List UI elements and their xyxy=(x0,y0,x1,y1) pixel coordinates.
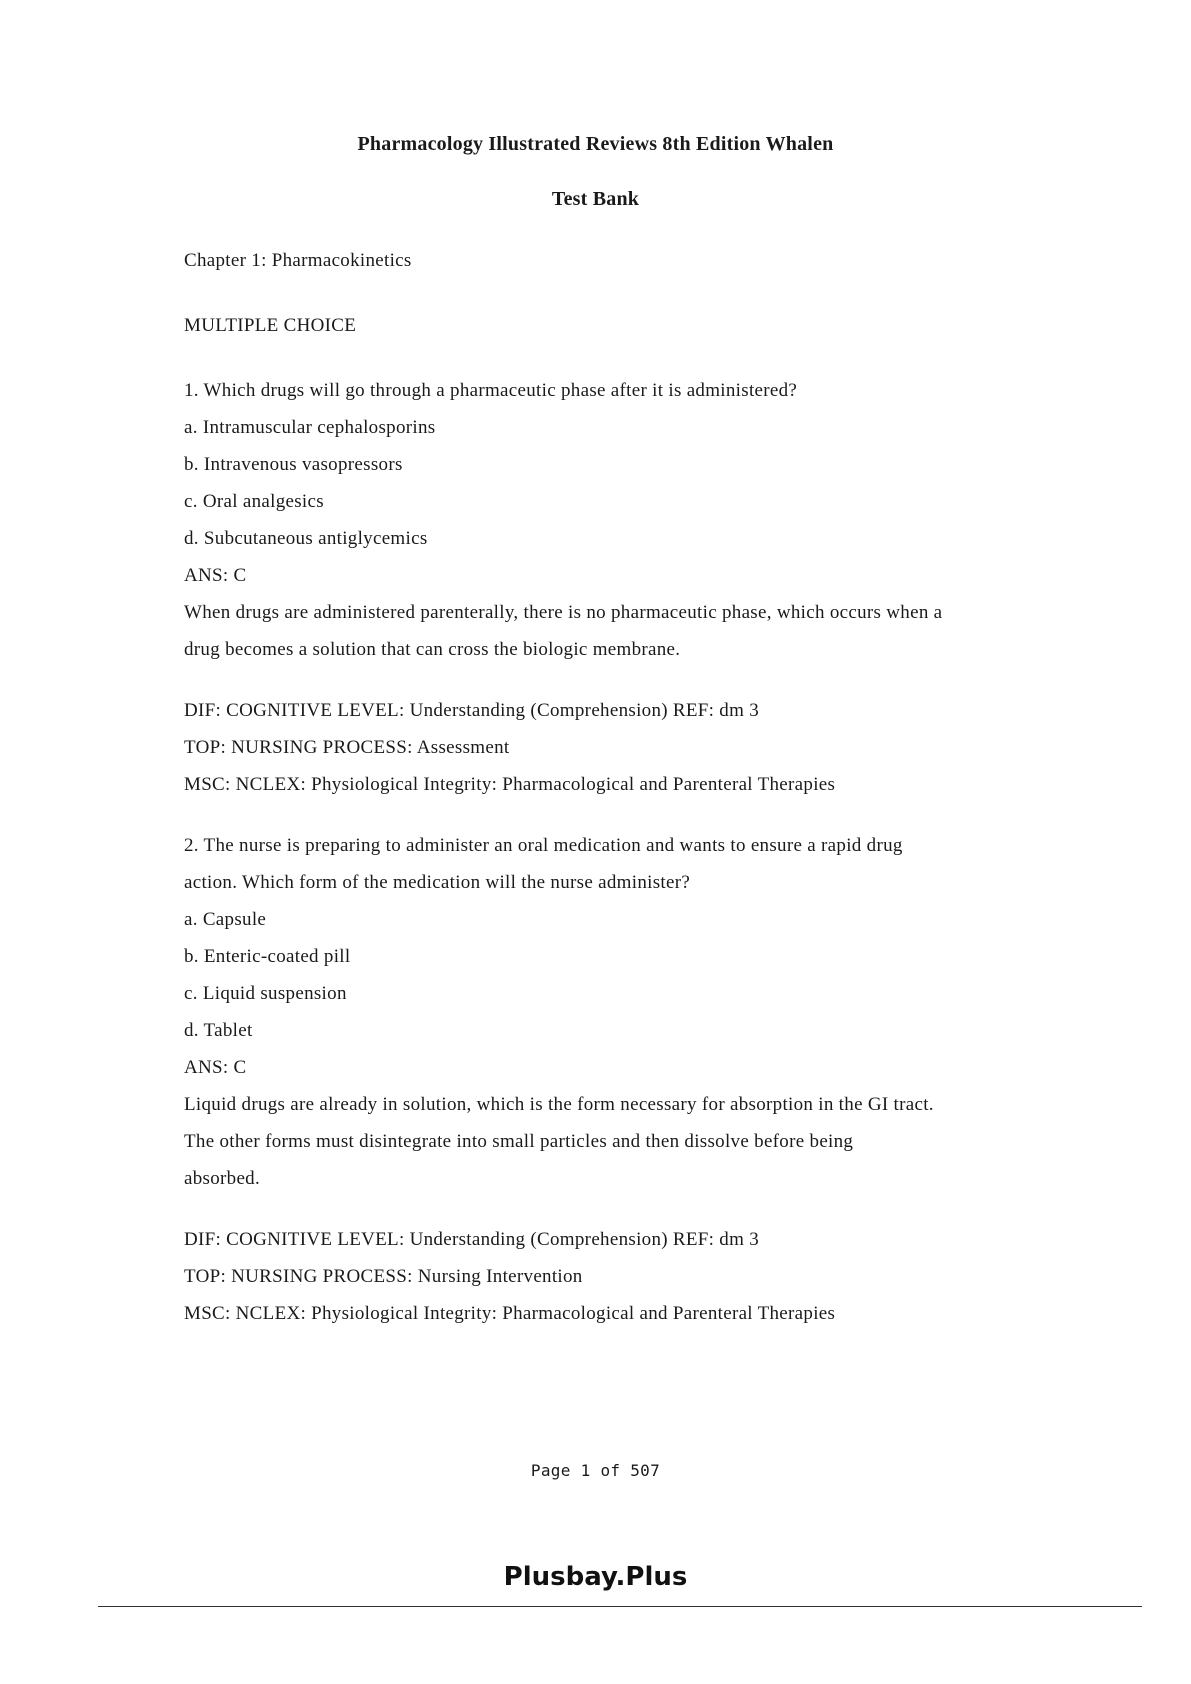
msc-meta: MSC: NCLEX: Physiological Integrity: Pharmacological and Parenteral Therapies xyxy=(184,1303,836,1324)
topic-meta: TOP: NURSING PROCESS: Assessment xyxy=(184,737,510,758)
option-c: c. Oral analgesics xyxy=(184,491,324,512)
rationale-line: When drugs are administered parenterally, there is no pharmaceutic phase, which occurs when a xyxy=(184,602,943,623)
topic-meta: TOP: NURSING PROCESS: Nursing Intervention xyxy=(184,1266,583,1287)
brand-watermark: Plusbay.Plus xyxy=(503,1562,688,1592)
difficulty-meta: DIF: COGNITIVE LEVEL: Understanding (Comprehension) REF: dm 3 xyxy=(184,700,760,721)
document-title: Pharmacology Illustrated Reviews 8th Edition Whalen xyxy=(357,133,834,155)
option-c: c. Liquid suspension xyxy=(184,983,347,1004)
rationale-line: The other forms must disintegrate into small particles and then dissolve before being xyxy=(184,1131,854,1152)
document-body xyxy=(184,242,1084,1332)
option-a: a. Capsule xyxy=(184,909,267,930)
difficulty-meta: DIF: COGNITIVE LEVEL: Understanding (Comprehension) REF: dm 3 xyxy=(184,1229,760,1250)
chapter-heading: Chapter 1: Pharmacokinetics xyxy=(184,250,412,271)
msc-meta: MSC: NCLEX: Physiological Integrity: Pharmacological and Parenteral Therapies xyxy=(184,774,836,795)
page-number: Page 1 of 507 xyxy=(530,1461,661,1480)
answer: ANS: C xyxy=(184,1057,247,1078)
option-b: b. Enteric-coated pill xyxy=(184,946,351,967)
document-subtitle: Test Bank xyxy=(551,188,640,210)
option-d: d. Tablet xyxy=(184,1020,253,1041)
answer: ANS: C xyxy=(184,565,247,586)
question-stem: action. Which form of the medication will the nurse administer? xyxy=(184,872,691,893)
rationale-line: drug becomes a solution that can cross the biologic membrane. xyxy=(184,639,681,660)
question-stem: 2. The nurse is preparing to administer an oral medication and wants to ensure a rapid drug xyxy=(184,835,903,856)
option-b: b. Intravenous vasopressors xyxy=(184,454,403,475)
rationale-line: Liquid drugs are already in solution, which is the form necessary for absorption in the GI tract. xyxy=(184,1094,934,1115)
section-heading: MULTIPLE CHOICE xyxy=(184,315,357,336)
option-d: d. Subcutaneous antiglycemics xyxy=(184,528,428,549)
question-2 xyxy=(184,827,1084,1332)
option-a: a. Intramuscular cephalosporins xyxy=(184,417,436,438)
rationale-line: absorbed. xyxy=(184,1168,261,1189)
question-stem: 1. Which drugs will go through a pharmaceutic phase after it is administered? xyxy=(184,380,798,401)
question-1 xyxy=(184,372,1084,803)
footer-divider xyxy=(98,1606,1142,1607)
